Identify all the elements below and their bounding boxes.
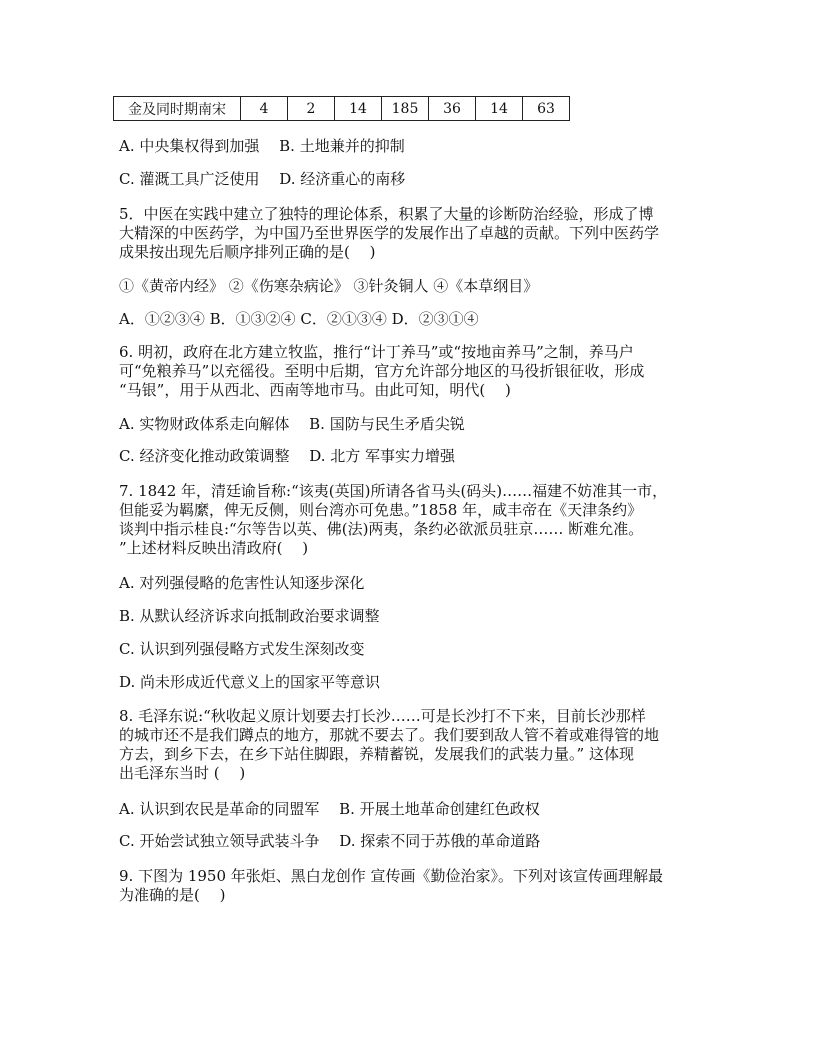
q7-stem-line-3: 谈判中指示桂良:“尔等告以英、佛(法)两夷，条约必欲派员驻京…… 断难允准。	[119, 520, 644, 538]
q6-options-cd: C. 经济变化推动政策调整 D. 北方 军事实力增强	[119, 447, 456, 465]
table-cell: 36	[429, 97, 476, 121]
q5-options: A．①②③④ B．①③②④ C．②①③④ D．②③①④	[119, 310, 479, 328]
table-cell: 14	[476, 97, 523, 121]
q8-options-ab: A. 认识到农民是革命的同盟军 B. 开展土地革命创建红色政权	[119, 800, 540, 818]
table-cell: 14	[335, 97, 382, 121]
data-table	[113, 96, 570, 121]
table-row	[114, 97, 570, 121]
q8-stem-line-4: 出毛泽东当时 ( )	[119, 764, 246, 782]
q5-stem-line-1: 5．中医在实践中建立了独特的理论体系，积累了大量的诊断防治经验，形成了博	[119, 205, 654, 223]
q5-items: ①《黄帝内经》 ②《伤寒杂病论》 ③针灸铜人 ④《本草纲目》	[119, 277, 539, 295]
table-cell: 185	[382, 97, 429, 121]
q8-stem-line-2: 的城市还不是我们蹲点的地方，那就不要去了。我们要到敌人管不着或难得管的地	[119, 726, 660, 744]
table-cell: 金及同时期南宋	[114, 97, 241, 121]
q9-stem-line-1: 9. 下图为 1950 年张炬、黑白龙创作 宣传画《勤俭治家》。下列对该宣传画理解最	[119, 867, 664, 885]
q4-options-ab: A. 中央集权得到加强 B. 土地兼并的抑制	[119, 137, 405, 155]
table-cell: 4	[241, 97, 288, 121]
q4-options-cd: C. 灌溉工具广泛使用 D. 经济重心的南移	[119, 170, 406, 188]
q6-stem-line-2: 可“免粮养马”以充徭役。至明中后期，官方允许部分地区的马役折银征收，形成	[119, 362, 645, 380]
q7-stem-line-1: 7. 1842 年，清廷谕旨称:“该夷(英国)所请各省马头(码头)……福建不妨准其一市，	[119, 482, 668, 500]
q7-option-b: B. 从默认经济诉求向抵制政治要求调整	[119, 607, 380, 625]
table-cell: 2	[288, 97, 335, 121]
q6-stem-line-3: “马银”，用于从西北、西南等地市马。由此可知，明代( )	[119, 381, 511, 399]
q6-stem-line-1: 6. 明初，政府在北方建立牧监，推行“计丁养马”或“按地亩养马”之制，养马户	[119, 343, 634, 361]
q7-stem-line-2: 但能妥为羁縻，俾无反侧，则台湾亦可免患。”1858 年，咸丰帝在《天津条约》	[119, 501, 643, 519]
q7-option-c: C. 认识到列强侵略方式发生深刻改变	[119, 640, 365, 658]
table-cell: 63	[523, 97, 570, 121]
q7-option-a: A. 对列强侵略的危害性认知逐步深化	[119, 574, 365, 592]
q8-options-cd: C. 开始尝试独立领导武装斗争 D. 探索不同于苏俄的革命道路	[119, 832, 541, 850]
q5-stem-line-2: 大精深的中医药学，为中国乃至世界医学的发展作出了卓越的贡献。下列中医药学	[119, 224, 660, 242]
q7-option-d: D. 尚未形成近代意义上的国家平等意识	[119, 673, 381, 691]
q8-stem-line-3: 方去，到乡下去，在乡下站住脚跟，养精蓄锐，发展我们的武装力量。” 这体现	[119, 745, 634, 763]
q8-stem-line-1: 8. 毛泽东说:“秋收起义原计划要去打长沙……可是长沙打不下来，目前长沙那样	[119, 707, 646, 725]
q6-options-ab: A. 实物财政体系走向解体 B. 国防与民生矛盾尖锐	[119, 415, 465, 433]
q5-stem-line-3: 成果按出现先后顺序排列正确的是( )	[119, 243, 376, 261]
q7-stem-line-4: ”上述材料反映出清政府( )	[119, 539, 309, 557]
q9-stem-line-2: 为准确的是( )	[119, 886, 226, 904]
